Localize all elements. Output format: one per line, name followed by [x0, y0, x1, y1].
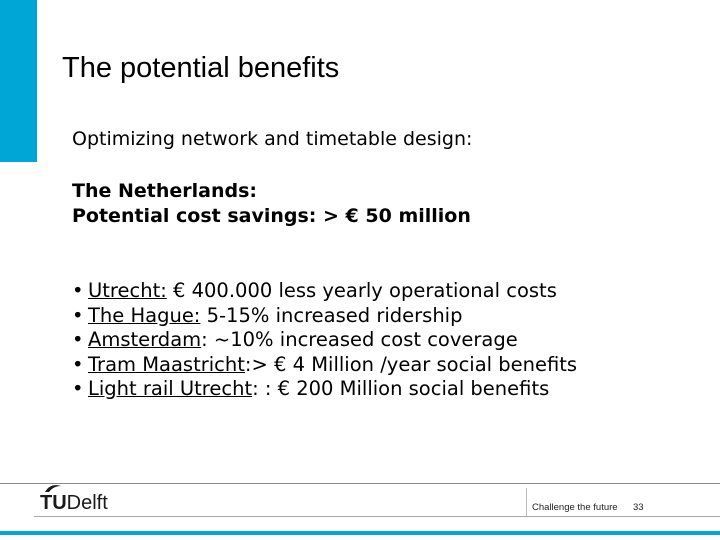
country-block: [72, 179, 471, 229]
footer-rule: [34, 516, 720, 517]
tudelft-logo: [40, 487, 108, 515]
footer-accent-strip: [0, 531, 720, 535]
place-link: The Hague:: [88, 303, 201, 327]
logo-delft: Delft: [66, 492, 108, 514]
place-link: Light rail Utrecht: [88, 377, 253, 400]
place-link: Amsterdam: [88, 328, 202, 351]
list-item: [72, 353, 577, 378]
bullet-icon: •: [72, 328, 84, 351]
benefit-text: : ~10% increased cost coverage: [201, 328, 518, 351]
benefit-text: :> € 4 Million /year social benefits: [244, 352, 578, 376]
bullet-icon: •: [72, 377, 84, 400]
place-link: Utrecht:: [88, 279, 167, 302]
footer-top-line: [0, 483, 720, 484]
footer-divider: [526, 488, 527, 516]
list-item: [72, 328, 577, 353]
slide-title: The potential benefits: [62, 52, 340, 84]
slide-subtitle: Optimizing network and timetable design:: [72, 128, 473, 150]
benefit-text: 5-15% increased ridership: [200, 303, 463, 327]
benefits-list: [72, 279, 577, 402]
list-item: [72, 279, 577, 304]
list-item: [72, 304, 577, 329]
footer-tagline: Challenge the future: [532, 502, 618, 513]
benefit-text: € 400.000 less yearly operational costs: [166, 279, 557, 302]
place-link: Tram Maastricht: [88, 352, 245, 376]
country-heading: The Netherlands:: [72, 180, 258, 202]
accent-bar: [0, 0, 37, 162]
bullet-icon: •: [72, 352, 84, 376]
page-number: 33: [633, 502, 644, 513]
bullet-icon: •: [72, 303, 84, 327]
benefit-text: : : € 200 Million social benefits: [252, 377, 550, 400]
cost-savings: Potential cost savings: > € 50 million: [72, 205, 471, 227]
logo-tu: TU: [40, 492, 67, 514]
list-item: [72, 377, 577, 402]
bullet-icon: •: [72, 279, 84, 302]
